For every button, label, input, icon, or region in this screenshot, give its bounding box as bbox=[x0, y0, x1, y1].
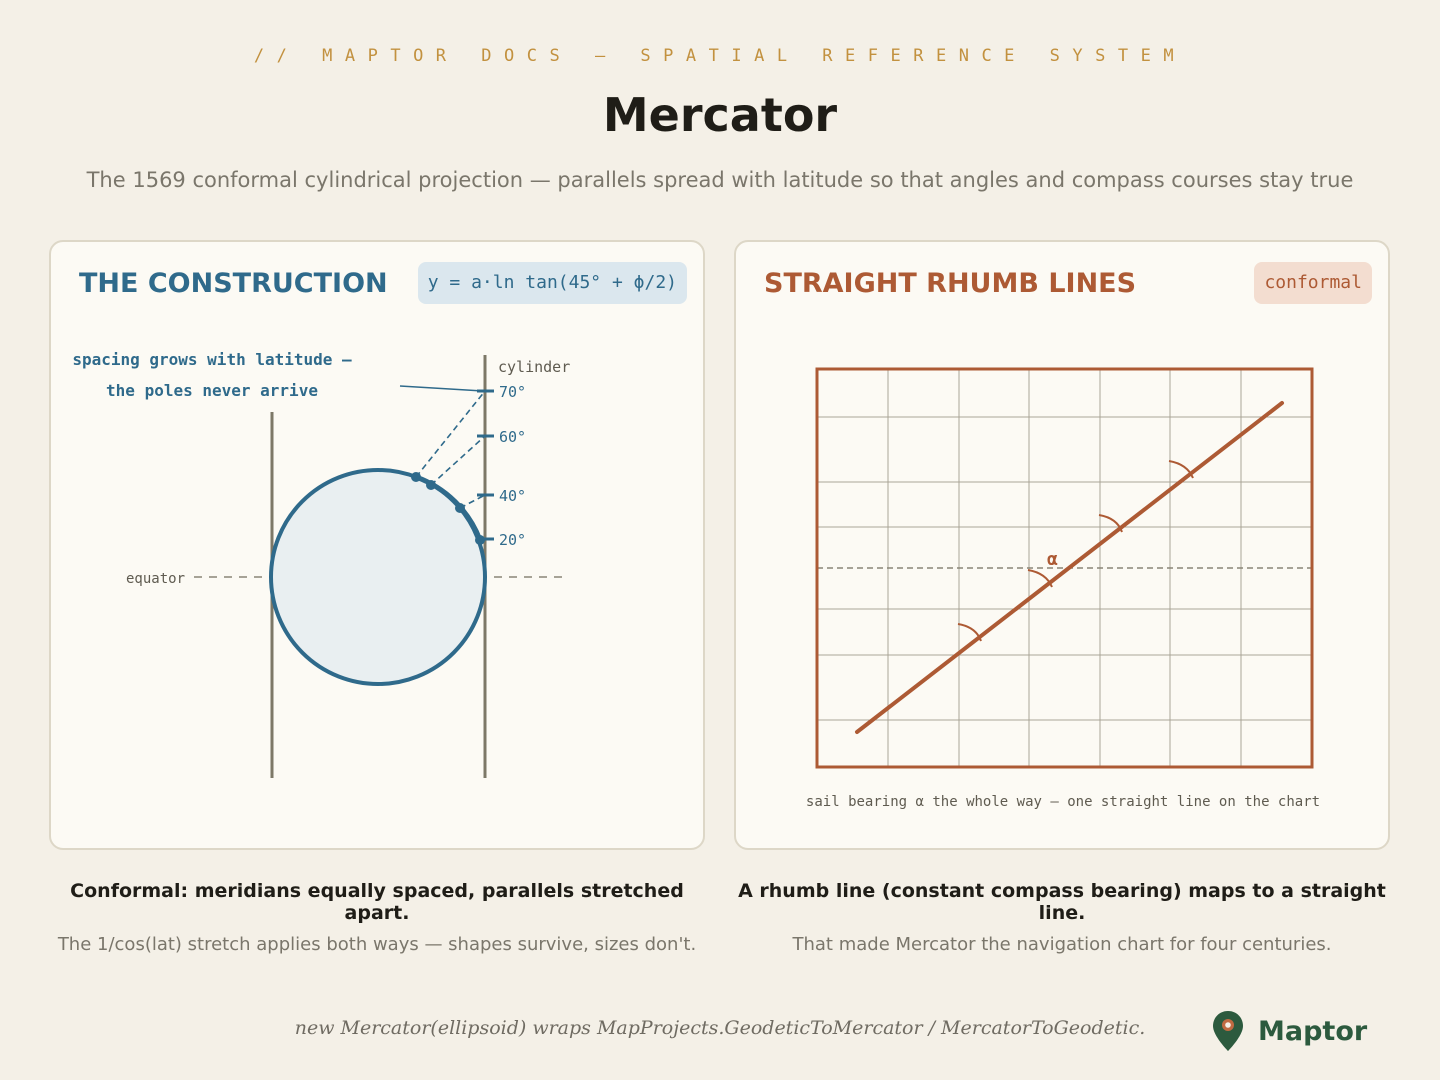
map-pin-icon bbox=[1212, 1010, 1244, 1052]
cylinder-label: cylinder bbox=[498, 358, 571, 376]
rhumb-caption-block bbox=[722, 880, 1402, 955]
construction-title: THE CONSTRUCTION bbox=[79, 268, 388, 299]
tick-label-20: 20° bbox=[499, 531, 527, 549]
rhumb-caption-sub: That made Mercator the navigation chart for four centuries. bbox=[792, 934, 1332, 955]
page-subtitle: The 1569 conformal cylindrical projection — parallels spread with latitude so that angles and compass courses stay true bbox=[86, 168, 1354, 192]
construction-caption-sub: The 1/cos(lat) stretch applies both ways — shapes survive, sizes don't. bbox=[57, 934, 697, 955]
globe-point-40 bbox=[455, 503, 465, 513]
alpha-label: α bbox=[1047, 549, 1058, 570]
globe-point-60 bbox=[426, 480, 436, 490]
tick-label-40: 40° bbox=[499, 487, 527, 505]
rhumb-caption-head: A rhumb line (constant compass bearing) maps to a straight line. bbox=[738, 880, 1386, 924]
globe-point-70 bbox=[411, 472, 421, 482]
projection-line-70 bbox=[416, 391, 485, 477]
equator-label: equator bbox=[126, 571, 186, 587]
page-title: Mercator bbox=[602, 88, 838, 142]
rhumb-panel bbox=[734, 240, 1390, 850]
formula-badge: y = a·ln tan(45° + ϕ/2) bbox=[418, 262, 687, 304]
conformal-badge: conformal bbox=[1254, 262, 1372, 304]
callout-line-1: spacing grows with latitude — bbox=[72, 350, 352, 369]
header-kicker: // MAPTOR DOCS — SPATIAL REFERENCE SYSTEM bbox=[253, 46, 1187, 66]
tick-label-70: 70° bbox=[499, 383, 527, 401]
rhumb-title: STRAIGHT RHUMB LINES bbox=[764, 268, 1137, 299]
callout-leader bbox=[400, 386, 483, 391]
brand-name: Maptor bbox=[1258, 1015, 1368, 1047]
tick-label-60: 60° bbox=[499, 428, 527, 446]
callout-line-2: the poles never arrive bbox=[106, 381, 318, 400]
brand-logo bbox=[1212, 1010, 1367, 1052]
rhumb-caption: sail bearing α the whole way — one straight line on the chart bbox=[805, 794, 1321, 810]
projection-line-60 bbox=[431, 436, 485, 485]
construction-panel bbox=[49, 240, 705, 850]
construction-caption-head: Conformal: meridians equally spaced, parallels stretched apart. bbox=[70, 880, 684, 924]
rhumb-chart bbox=[736, 242, 1390, 850]
construction-caption bbox=[37, 880, 717, 955]
footer-note: new Mercator(ellipsoid) wraps MapProjects.GeodeticToMercator / MercatorToGeodetic. bbox=[294, 1017, 1146, 1039]
construction-diagram bbox=[51, 242, 705, 850]
